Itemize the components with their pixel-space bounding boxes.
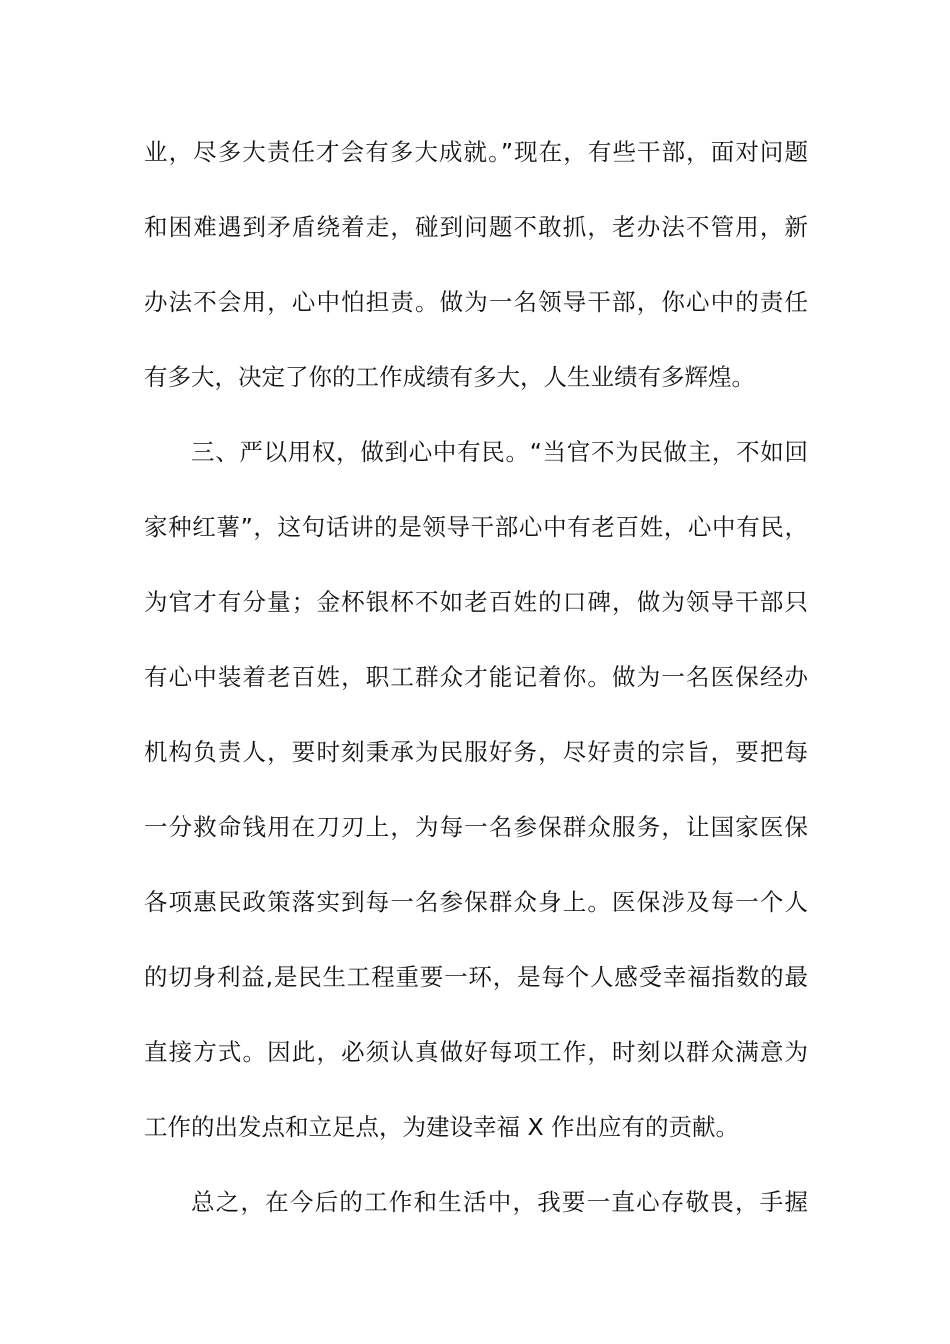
paragraph-line: 家种红薯”，这句话讲的是领导干部心中有老百姓，心中有民，	[144, 513, 808, 541]
paragraph-line: 的切身利益,是民生工程重要一环，是每个人感受幸福指数的最	[144, 963, 808, 991]
paragraph-line: 各项惠民政策落实到每一名参保群众身上。医保涉及每一个人	[144, 888, 808, 916]
paragraph-line: 总之，在今后的工作和生活中，我要一直心存敬畏，手握	[191, 1188, 808, 1216]
paragraph-line: 业，尽多大责任才会有多大成就。”现在，有些干部，面对问题	[144, 138, 808, 166]
paragraph-line: 一分救命钱用在刀刃上，为每一名参保群众服务，让国家医保	[144, 813, 808, 841]
paragraph-line: 工作的出发点和立足点，为建设幸福 X 作出应有的贡献。	[144, 1113, 740, 1141]
paragraph-line: 和困难遇到矛盾绕着走，碰到问题不敢抓，老办法不管用，新	[144, 213, 808, 241]
paragraph-line: 办法不会用，心中怕担责。做为一名领导干部，你心中的责任	[144, 288, 808, 316]
paragraph-line: 机构负责人，要时刻秉承为民服好务，尽好责的宗旨，要把每	[144, 738, 808, 766]
paragraph-line: 三、严以用权，做到心中有民。“当官不为民做主，不如回	[191, 438, 808, 466]
paragraph-line: 有心中装着老百姓，职工群众才能记着你。做为一名医保经办	[144, 663, 808, 691]
paragraph-line: 有多大，决定了你的工作成绩有多大，人生业绩有多辉煌。	[144, 363, 755, 391]
body-text	[144, 130, 808, 1255]
paragraph-line: 直接方式。因此，必须认真做好每项工作，时刻以群众满意为	[144, 1038, 808, 1066]
paragraph-line: 为官才有分量；金杯银杯不如老百姓的口碑，做为领导干部只	[144, 588, 808, 616]
